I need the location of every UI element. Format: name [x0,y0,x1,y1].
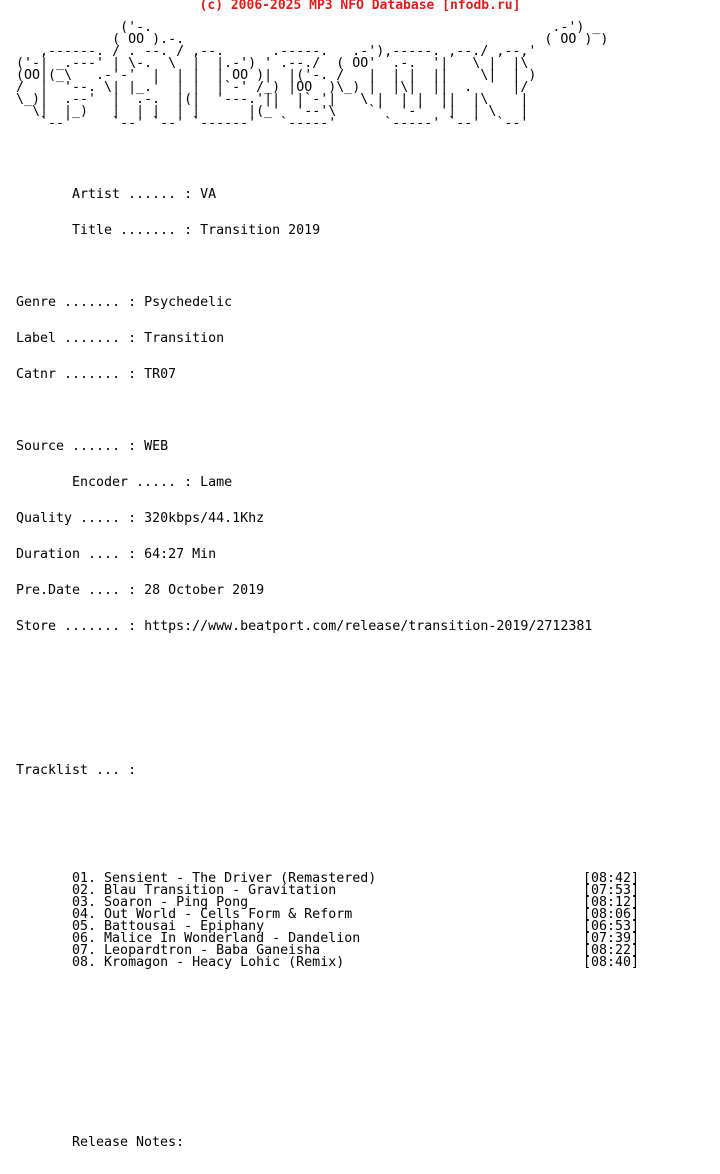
store-link[interactable]: https://www.beatport.com/release/transition-2019/2712381 [144,619,593,634]
track-number: 07. [72,943,97,958]
quality-row [16,513,656,525]
tracklist-heading: Tracklist ... : [16,763,137,778]
encoder-label: Encoder ..... : [72,475,193,490]
track-number: 04. [72,907,97,922]
nfo-body [16,165,656,1173]
track-number: 01. [72,871,97,886]
copyright-header: (c) 2006-2025 MP3 NFO Database [nfodb.ru] [199,0,521,13]
store-label: Store ....... : [16,619,137,634]
catnr-label: Catnr ....... : [16,367,137,382]
source-row [16,441,656,453]
source-label: Source ...... : [16,439,137,454]
track-title: Out World - Cells Form & Reform [104,907,353,922]
track-number: 05. [72,919,97,934]
artist-value: VA [200,187,217,202]
track-duration: [08:12] [583,895,640,910]
track-title: Battousai - Epiphany [104,919,265,934]
track-title: Malice In Wonderland - Dandelion [104,931,361,946]
artist-row [16,189,656,201]
catnr-row [16,369,656,381]
encoder-value: Lame [200,475,233,490]
track-duration: [08:42] [583,871,640,886]
genre-row [16,297,656,309]
tracklist [16,873,656,969]
quality-label: Quality ..... : [16,511,137,526]
track-title: Soaron - Ping Pong [104,895,249,910]
genre-value: Psychedelic [144,295,233,310]
artist-label: Artist ...... : [72,187,193,202]
duration-row [16,549,656,561]
title-value: Transition 2019 [200,223,321,238]
release-notes-heading: Release Notes: [72,1135,185,1150]
catnr-value: TR07 [144,367,177,382]
store-row [16,621,656,633]
track-title: Blau Transition - Gravitation [104,883,337,898]
track-number: 02. [72,883,97,898]
track-title: Leopardtron - Baba Ganeisha [104,943,321,958]
ascii-logo: ('-. .-') _ ( OO ).-. ( OO ) ) ,------. / . --. / ,--. .-----. .-'),-----. ,--./ ,--,' ('-| _.---' | \-. \ | |.-') ' .--./ ( OO' .-. '| \ | |\ (OO|(_\ .-'-' | | | | OO )| |('-. / | | | || \| | ) / | '--. \| |_.' | | |`-' /_) |OO )\_) | |\| || . |/ \_)| .--' | .-. |(| '---.'|| |`-'| \ | | | || |\ | \| |_) | | | | | |(_' '--'\ `' '-' '| | \ | `--' `--' `--' `------' `-----' `-----' `--' `--' [16,20,609,131]
track-duration: [07:53] [583,883,640,898]
track-duration: [08:22] [583,943,640,958]
track-title: Sensient - The Driver (Remastered) [104,871,377,886]
predate-label: Pre.Date .... : [16,583,137,598]
track-number: 03. [72,895,97,910]
track-duration: [06:53] [583,919,640,934]
label-label: Label ....... : [16,331,137,346]
label-row [16,333,656,345]
predate-value: 28 October 2019 [144,583,265,598]
track-duration: [08:06] [583,907,640,922]
track-number: 06. [72,931,97,946]
track-title: Kromagon - Heacy Lohic (Remix) [104,955,345,970]
label-value: Transition [144,331,225,346]
track-number: 08. [72,955,97,970]
title-label: Title ....... : [72,223,193,238]
track-duration: [07:39] [583,931,640,946]
genre-label: Genre ....... : [16,295,137,310]
duration-value: 64:27 Min [144,547,217,562]
quality-value: 320kbps/44.1Khz [144,511,265,526]
track-row [16,957,656,969]
duration-label: Duration .... : [16,547,137,562]
title-row [16,225,656,237]
predate-row [16,585,656,597]
encoder-row [16,477,656,489]
track-duration: [08:40] [583,955,640,970]
source-value: WEB [144,439,169,454]
